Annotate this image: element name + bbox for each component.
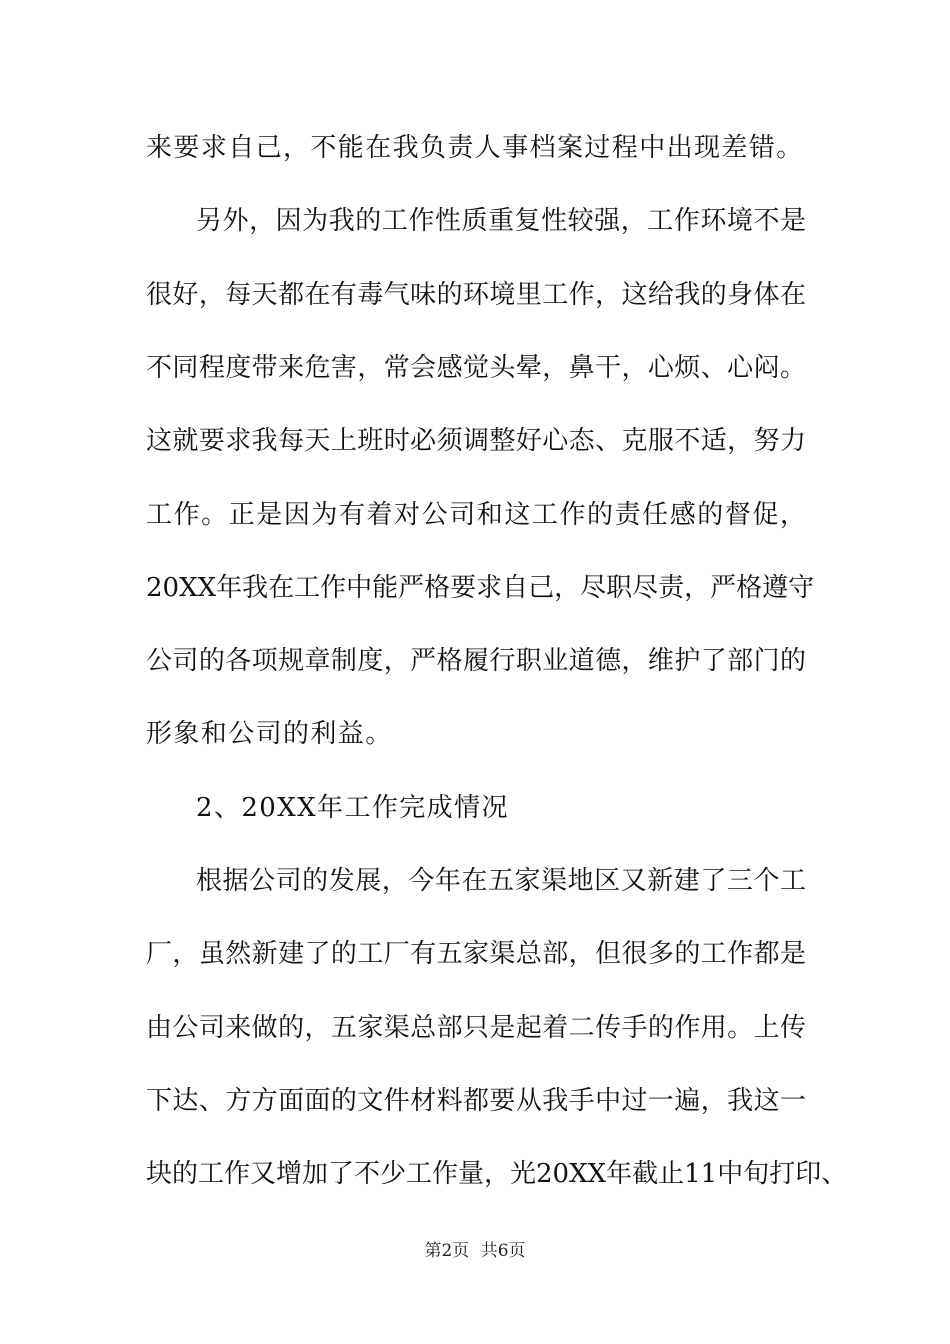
text-line: 厂，虽然新建了的工厂有五家渠总部，但很多的工作都是 — [146, 939, 806, 969]
text-line: 形象和公司的利益。 — [146, 719, 393, 749]
text-line: 这就要求我每天上班时必须调整好心态、克服不适，努力 — [146, 426, 806, 456]
text-line: 工作。正是因为有着对公司和这工作的责任感的督促， — [146, 500, 806, 530]
text-line: 很好，每天都在有毒气味的环境里工作，这给我的身体在 — [146, 280, 806, 310]
text-line: 公司的各项规章制度，严格履行职业道德，维护了部门的 — [146, 646, 806, 676]
text-line: 根据公司的发展，今年在五家渠地区又新建了三个工 — [196, 866, 806, 896]
text-line: 由公司来做的，五家渠总部只是起着二传手的作用。上传 — [146, 1013, 806, 1043]
page-total: 共6页 — [480, 1241, 526, 1261]
page-number: 第2页 — [424, 1241, 470, 1261]
text-line: 来要求自己，不能在我负责人事档案过程中出现差错。 — [146, 133, 804, 163]
text-line: 另外，因为我的工作性质重复性较强，工作环境不是 — [196, 206, 806, 236]
text-line: 块的工作又增加了不少工作量，光20XX年截止11中旬打印、 — [146, 1159, 848, 1189]
text-line: 2、20XX年工作完成情况 — [196, 793, 509, 823]
text-line: 20XX年我在工作中能严格要求自己，尽职尽责，严格遵守 — [146, 573, 815, 603]
page-footer — [0, 1240, 950, 1262]
text-line: 不同程度带来危害，常会感觉头晕，鼻干，心烦、心闷。 — [146, 353, 806, 383]
text-line: 下达、方方面面的文件材料都要从我手中过一遍，我这一 — [146, 1086, 806, 1116]
